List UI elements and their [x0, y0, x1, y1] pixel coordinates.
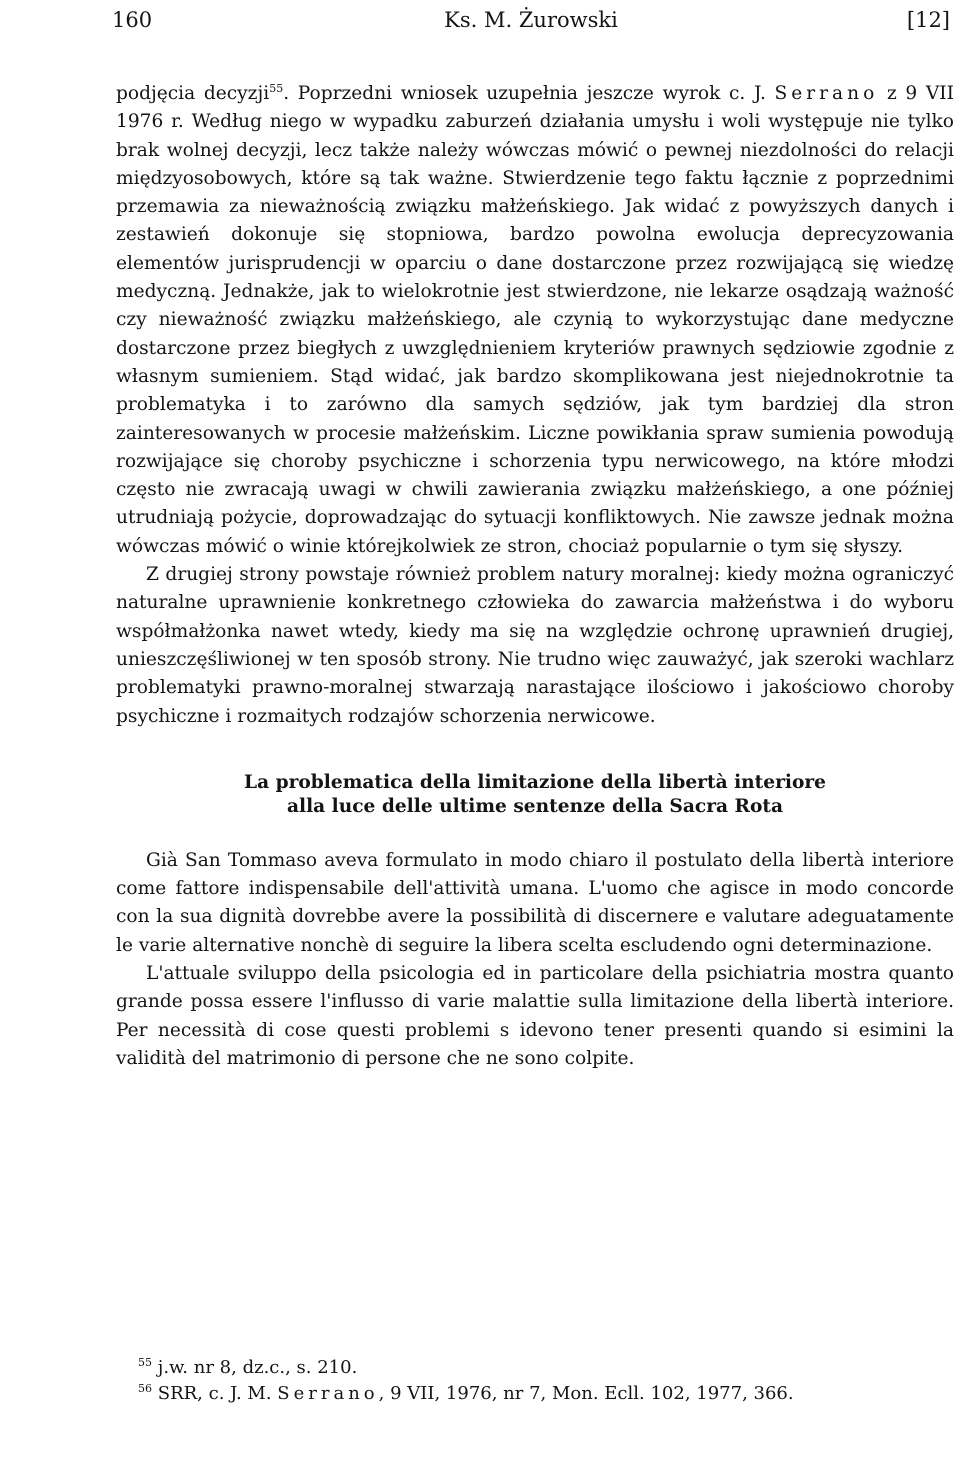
footnote-55: $^{55}$ j.w. nr 8, dz.c., s. 210. [138, 1356, 358, 1378]
running-header [112, 8, 950, 42]
page-number: 160 [112, 8, 153, 32]
section-heading-line-1: La problematica della limitazione della libertà interiore [244, 771, 826, 793]
paragraph-2: Z drugiej strony powstaje również problem natury moralnej: kiedy można ograniczyć naturalne uprawnienie konkretnego człowieka do zawarcia małżeństwa i do wyboru współmałżonka nawet wtedy, kiedy ma się na względzie ochronę uprawnień drugiej, unieszczęśliwionej w ten sposób strony. Nie trudno więc zauważyć, jak szeroki wachlarz problematyki prawno-moralnej stwarzają narastające ilościowo i jakościowo choroby psychiczne i rozmaitych rodzajów schorzenia nerwicowe. [116, 564, 954, 727]
author-name: Serrano [774, 83, 879, 104]
footnotes [116, 1355, 954, 1407]
paragraph-1: podjęcia decyzji$^{55}$. Poprzedni wniosek uzupełnia jeszcze wyrok c. J. Serrano z 9 VII 1976 r. Według niego w wypadku zaburzeń działania umysłu i woli występuje nie tylko brak wolnej decyzji, lecz także należy wówczas mówić o pewnej niezdolności do relacji międzyosobowych, które są tak ważne. Stwierdzenie tego faktu łącznie z poprzednimi przemawia za nieważnością związku małżeńskiego. Jak widać z powyższych danych i zestawień dokonuje się stopniowa, bardzo powolna ewolucja deprecyzowania elementów jurisprudencji w oparciu o dane dostarczone przez rozwijającą się wiedzę medyczną. Jednakże, jak to wielokrotnie jest stwierdzone, nie lekarze osądzają ważność czy nieważność związku małżeńskiego, ale czynią to wykorzystując dane medyczne dostarczone przez biegłych z uwzględnieniem kryteriów prawnych sędziowie zgodnie z własnym sumieniem. Stąd widać, jak bardzo skomplikowana jest niejednokrotnie ta problematyka i to zarówno dla samych sędziów, jak tym bardziej dla stron zainteresowanych w procesie małżeńskim. Liczne powikłania spraw sumienia powodują rozwijające się choroby psychiczne i schorzenia typu nerwicowego, na które młodzi często nie zwracają uwagi w chwili zawierania związku małżeńskiego, a one później utrudniają pożycie, doprowadzając do sytuacji konfliktowych. Nie zawsze jednak można wówczas mówić o winie którejkolwiek ze stron, chociaż popularnie o tym się słyszy. [116, 81, 954, 557]
section-heading-line-2: alla luce delle ultime sentenze della Sacra Rota [286, 795, 784, 817]
paragraph-3: Già San Tommaso aveva formulato in modo chiaro il postulato della libertà interiore come fattore indispensabile dell'attività umana. L'uomo che agisce in modo concorde con la sua dignità dovrebbe avere la possibilità di discernere e valutare adeguatamente le varie alternative nonchè di seguire la libera scelta escludendo ogni determinazione. [116, 849, 954, 956]
main-text [116, 80, 954, 1073]
footnote-56: $^{56}$ SRR, c. J. M. Serrano, 9 VII, 1976, nr 7, Mon. Ecll. 102, 1977, 366. [138, 1382, 794, 1404]
footnote-ref-55: 55 [269, 81, 284, 95]
section-heading [116, 771, 954, 819]
section-number: [12] [906, 8, 950, 32]
paragraph-4: L'attuale sviluppo della psicologia ed in particolare della psichiatria mostra quanto grande possa essere l'influsso di varie malattie sulla limitazione della libertà interiore. Per necessità di cose questi problemi s idevono tener presenti quando si esimini la validità del matrimonio di persone che ne sono colpite. [116, 963, 954, 1069]
running-title: Ks. M. Żurowski [444, 8, 618, 32]
